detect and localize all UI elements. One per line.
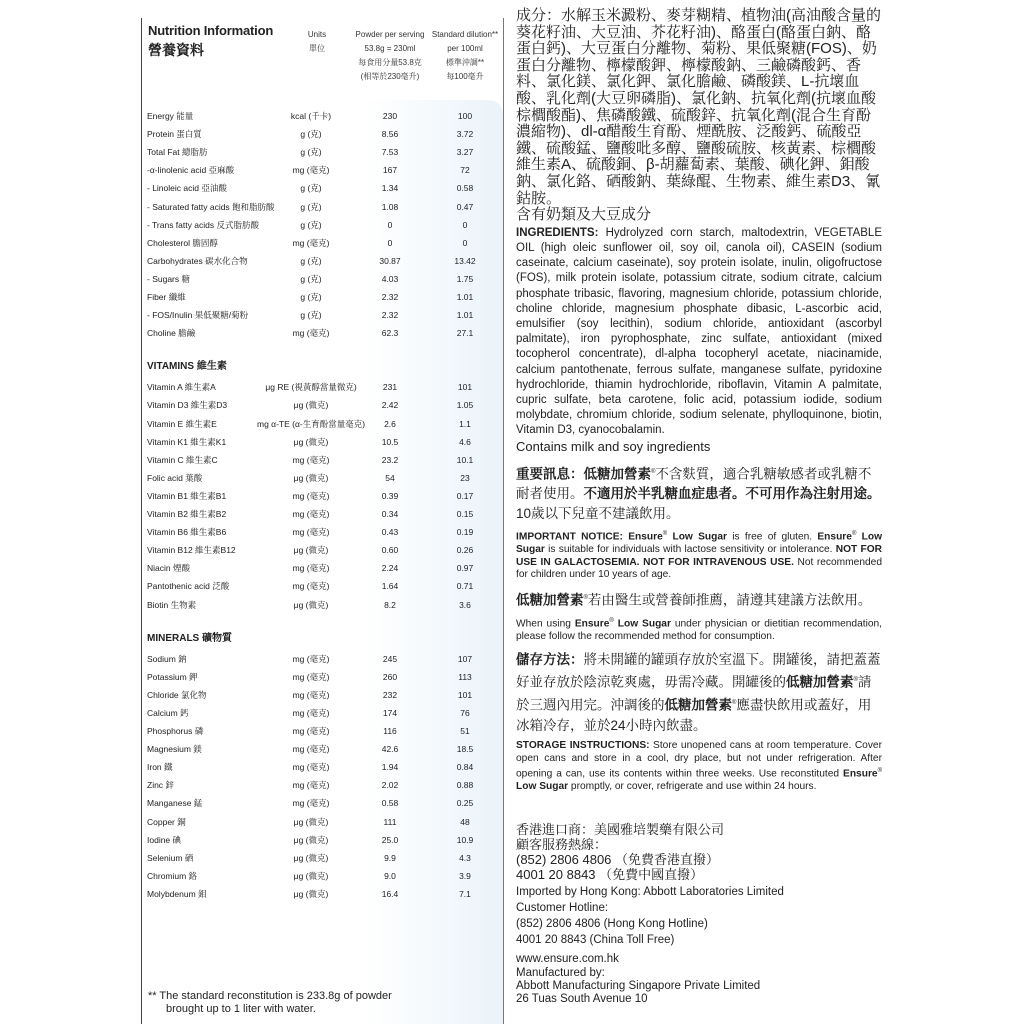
nutrient-standard-value: 23 — [460, 472, 470, 483]
nutrient-serving-value: 23.2 — [381, 454, 399, 465]
nutrient-row — [142, 416, 503, 433]
nutrient-name: Vitamin B6 維生素B6 — [147, 527, 227, 538]
nutrient-serving-value: 9.9 — [384, 852, 396, 863]
nutrient-name: Calcium 鈣 — [147, 707, 189, 718]
nutrient-name: Sodium 鈉 — [147, 653, 187, 664]
nutrient-name: Molybdenum 鉬 — [147, 888, 207, 899]
nutrient-standard-value: 3.72 — [456, 129, 474, 140]
nutrient-unit: mg (毫克) — [292, 581, 330, 592]
nutrient-row — [142, 868, 503, 885]
nutrient-standard-value: 10.9 — [456, 834, 474, 845]
nutrient-standard-value: 1.75 — [456, 273, 474, 284]
nutrient-unit: mg (毫克) — [292, 780, 330, 791]
nutrient-name: Fiber 纖維 — [147, 292, 186, 302]
website-link[interactable]: www.ensure.com.hk — [516, 952, 619, 965]
nutrient-standard-value: 18.5 — [456, 744, 474, 755]
nutrient-row — [142, 506, 503, 523]
nutrient-row — [142, 723, 503, 740]
nutrient-name: - FOS/Inulin 果低聚糖/菊粉 — [147, 310, 249, 321]
nutrient-row — [142, 886, 503, 903]
nutrient-standard-value: 0.19 — [456, 527, 474, 538]
footnote: ** The standard reconstitution is 233.8g of powder brought up to 1 liter with water. — [148, 990, 392, 1015]
nutrient-name: Energy 能量 — [147, 111, 194, 121]
nutrient-name: Protein 蛋白質 — [147, 129, 202, 140]
nutrient-unit: kcal (千卡) — [290, 111, 332, 121]
standard-column-header: Standard dilution** per 100ml 標準沖調** 每100毫升 — [431, 30, 499, 81]
nutrient-name: Vitamin K1 維生素K1 — [147, 436, 227, 447]
contact-zh: 香港進口商：美國雅培製藥有限公司 顧客服務熱線： (852) 2806 4806 （免費香港直撥） 4001 20 8843 （免費中國直撥） — [516, 821, 725, 882]
nutrient-standard-value: 101 — [457, 382, 473, 393]
nutrient-unit: mg (毫克) — [292, 328, 330, 339]
nutrient-row — [142, 488, 503, 505]
section-heading: VITAMINS 維生素 — [147, 361, 227, 373]
nutrient-standard-value: 27.1 — [456, 328, 474, 339]
nutrient-standard-value: 72 — [460, 165, 470, 176]
nutrient-name: Chloride 氯化物 — [147, 689, 207, 700]
nutrient-standard-value: 1.01 — [456, 310, 474, 321]
nutrient-row — [142, 180, 503, 197]
nutrient-serving-value: 8.56 — [381, 129, 399, 140]
nutrient-unit: μg (微克) — [293, 888, 329, 899]
nutrient-name: Vitamin A 維生素A — [147, 382, 216, 393]
nutrient-unit: g (克) — [300, 310, 322, 321]
nutrient-serving-value: 9.0 — [384, 870, 396, 881]
nutrient-standard-value: 13.42 — [454, 255, 476, 266]
nutrient-row — [142, 687, 503, 704]
nutrient-serving-value: 174 — [382, 707, 398, 718]
nutrient-standard-value: 0.15 — [456, 509, 474, 519]
nutrient-name: Cholesterol 膽固醇 — [147, 237, 218, 248]
nutrient-name: Copper 銅 — [147, 816, 186, 827]
nutrient-standard-value: 0.25 — [456, 798, 474, 809]
nutrient-unit: mg (毫克) — [292, 689, 330, 700]
nutrient-standard-value: 1.1 — [459, 418, 471, 429]
nutrient-name: Selenium 硒 — [147, 852, 194, 863]
nutrient-unit: μg (微克) — [293, 852, 329, 863]
nutrient-standard-value: 1.01 — [456, 292, 474, 302]
nutrient-standard-value: 51 — [460, 726, 470, 736]
nutrient-name: Pantothenic acid 泛酸 — [147, 581, 230, 592]
nutrient-unit: mg (毫克) — [292, 563, 330, 574]
nutrient-unit: μg (微克) — [293, 834, 329, 845]
nutrient-name: - Sugars 糖 — [147, 273, 190, 284]
nutrient-serving-value: 167 — [382, 165, 398, 176]
nutrient-unit: mg (毫克) — [292, 237, 330, 248]
storage-zh: 儲存方法：將未開罐的罐頭存放於室溫下。開罐後，請把蓋蓋好並存放於陰涼乾爽處，毋需冷藏。開罐後的低糖加營素®請於三週內用完。沖調後的低糖加營素®應盡快飲用或蓋好，用冰箱冷存，並於24小時內飲盡。 — [516, 652, 881, 734]
nutrient-serving-value: 2.32 — [381, 310, 399, 321]
nutrient-row — [142, 850, 503, 867]
nutrient-row — [142, 397, 503, 414]
nutrient-standard-value: 1.05 — [456, 400, 474, 411]
nutrient-serving-value: 1.08 — [381, 201, 399, 212]
nutrient-serving-value: 0.43 — [381, 527, 399, 538]
nutrient-standard-value: 0 — [462, 237, 468, 248]
nutrient-row — [142, 705, 503, 722]
nutrient-unit: g (克) — [300, 273, 322, 284]
nutrient-row — [142, 162, 503, 179]
nutrient-row — [142, 795, 503, 812]
nutrient-row — [142, 126, 503, 143]
nutrient-name: Folic acid 葉酸 — [147, 472, 203, 483]
nutrient-unit: mg (毫克) — [292, 509, 330, 519]
nutrient-unit: g (克) — [300, 219, 322, 230]
nutrient-row — [142, 217, 503, 234]
nutrient-unit: mg (毫克) — [292, 707, 330, 718]
nutrient-serving-value: 245 — [382, 653, 398, 664]
nutrition-panel — [141, 18, 504, 1024]
nutrient-row — [142, 741, 503, 758]
nutrient-standard-value: 4.6 — [459, 436, 471, 447]
nutrient-serving-value: 111 — [383, 816, 397, 827]
nutrient-name: - Linoleic acid 亞油酸 — [147, 183, 227, 194]
nutrient-name: - Trans fatty acids 反式脂肪酸 — [147, 219, 259, 230]
nutrient-unit: g (克) — [300, 147, 322, 158]
nutrient-serving-value: 16.4 — [381, 888, 399, 899]
nutrient-standard-value: 0.58 — [456, 183, 474, 194]
nutrient-standard-value: 0.47 — [456, 201, 474, 212]
nutrient-row — [142, 253, 503, 270]
nutrient-name: Biotin 生物素 — [147, 599, 197, 610]
nutrient-name: Niacin 煙酸 — [147, 563, 190, 574]
nutrient-serving-value: 116 — [383, 726, 397, 736]
nutrient-serving-value: 62.3 — [381, 328, 399, 339]
nutrient-row — [142, 271, 503, 288]
nutrient-serving-value: 25.0 — [381, 834, 399, 845]
nutrient-serving-value: 0 — [387, 219, 393, 230]
nutrition-header — [142, 18, 503, 100]
nutrient-name: Phosphorus 磷 — [147, 726, 204, 736]
nutrient-standard-value: 0.17 — [456, 490, 474, 501]
nutrient-standard-value: 0.84 — [456, 762, 474, 773]
notice-en: IMPORTANT NOTICE: Ensure® Low Sugar is free of gluten. Ensure® Low Sugar is suitable for individuals with lactose sensitivity or intolerance. NOT FOR USE IN GALACTOSEMIA. NOT FOR INTRAVENOUS USE. Not recommended for children under 10 years of age. — [516, 531, 883, 581]
nutrient-serving-value: 232 — [382, 689, 398, 700]
nutrient-row — [142, 542, 503, 559]
ingredients-zh: 成分：水解玉米澱粉、麥芽糊精、植物油(高油酸含量的葵花籽油、大豆油、芥花籽油)、酪蛋白(酪蛋白鈉、酪蛋白鈣)、大豆蛋白分離物、菊粉、果低聚糖(FOS)、奶蛋白分離物、檸檬酸鉀、檸檬酸鈉、三鹼磷酸鈣、香料、氯化鎂、氯化鉀、氯化膽鹼、磷酸鎂、L-抗壞血酸、乳化劑(大豆卵磷脂)、氯化鈉、抗氧化劑(抗壞血酸棕櫚酸酯)、焦磷酸鐵、硫酸鋅、抗氧化劑(混合生育酚濃縮物)、dl-α醋酸生育酚、煙酰胺、泛酸鈣、硫酸亞鐵、硫酸錳、鹽酸吡多醇、鹽酸硫胺、核黃素、棕櫚酸維生素A、硫酸銅、β-胡蘿蔔素、葉酸、碘化鉀、鉬酸鈉、氯化鉻、硒酸鈉、葉綠醌、生物素、維生素D3、氰鈷胺。 含有奶類及大豆成分 — [516, 7, 881, 224]
nutrient-serving-value: 0.58 — [381, 798, 399, 809]
nutrient-row — [142, 651, 503, 668]
nutrient-serving-value: 0.34 — [381, 509, 399, 519]
nutrient-unit: mg (毫克) — [292, 744, 330, 755]
nutrient-row — [142, 777, 503, 794]
nutrient-name: Iron 鐵 — [147, 762, 173, 773]
nutrient-name: Carbohydrates 碳水化合物 — [147, 255, 248, 266]
section-heading: MINERALS 礦物質 — [147, 632, 232, 644]
label-text-column — [516, 8, 882, 1006]
nutrient-standard-value: 0.88 — [456, 780, 474, 791]
nutrient-row — [142, 669, 503, 686]
nutrient-serving-value: 10.5 — [381, 436, 399, 447]
nutrient-row — [142, 199, 503, 216]
nutrient-name: Vitamin B12 維生素B12 — [147, 545, 236, 556]
nutrient-serving-value: 2.24 — [381, 563, 399, 574]
nutrient-row — [142, 144, 503, 161]
nutrient-unit: μg (微克) — [293, 870, 329, 881]
nutrient-name: - Saturated fatty acids 飽和脂肪酸 — [147, 201, 275, 212]
nutrient-serving-value: 230 — [382, 111, 398, 121]
nutrient-row — [142, 289, 503, 306]
nutrient-unit: g (克) — [300, 255, 322, 266]
nutrient-unit: mg (毫克) — [292, 527, 330, 538]
contact-en: Imported by Hong Kong: Abbott Laboratories Limited Customer Hotline: (852) 2806 4806 (Hong Kong Hotline) 4001 20 8843 (China Toll Free) www.ensure.com.hk Manufactured by: Abbott Manufacturing Singapore Private Limited 26 Tuas South Avenue 10 — [516, 884, 882, 1006]
nutrient-name: Total Fat 總脂肪 — [147, 147, 208, 158]
nutrient-name: -α-linolenic acid 亞麻酸 — [147, 165, 235, 176]
nutrient-unit: μg (微克) — [293, 599, 329, 610]
nutrient-unit: mg (毫克) — [292, 653, 330, 664]
ingredients-en: INGREDIENTS: Hydrolyzed corn starch, maltodextrin, VEGETABLE OIL (high oleic sunflower oil, soy oil, canola oil), CASEIN (sodium caseinate, calcium caseinate), soy protein isolate, inulin, oligofructose (FOS), milk protein isolate, potassium citrate, sodium citrate, calcium phosphate tribasic, flavoring, magnesium chloride, potassium chloride, choline chloride, magnesium phosphate dibasic, L-ascorbic acid, emulsifier (soy lecithin), sodium chloride, antioxidant (ascorbyl palmitate), iron pyrophosphate, zinc sulfate, antioxidant (mixed tocopherol concentrate), dl-alpha tocopheryl acetate, niacinamide, calcium pantothenate, ferrous sulfate, manganese sulfate, pyridoxine hydrochloride, thiamin hydrochloride, riboflavin, Vitamin A palmitate, cupric sulfate, beta carotene, folic acid, potassium iodide, sodium molybdate, chromium chloride, sodium selenate, phylloquinone, biotin, Vitamin D3, cyanocobalamin. Contains milk and soy ingredients — [516, 226, 882, 454]
nutrient-row — [142, 379, 503, 396]
nutrient-name: Potassium 鉀 — [147, 671, 198, 682]
nutrient-unit: μg (微克) — [293, 472, 329, 483]
nutrient-name: Iodine 碘 — [147, 834, 182, 845]
serving-column-header: Powder per serving 53.8g = 230ml 每食用分量53.8克 (相等於230毫升) — [355, 30, 425, 81]
nutrient-unit: mg (毫克) — [292, 490, 330, 501]
nutrient-unit: μg RE (視黃醇當量微克) — [265, 382, 357, 393]
nutrient-standard-value: 48 — [460, 816, 470, 827]
nutrient-row — [142, 307, 503, 324]
nutrient-row — [142, 108, 503, 125]
nutrient-serving-value: 30.87 — [379, 255, 401, 266]
nutrient-name: Vitamin E 維生素E — [147, 418, 217, 429]
notice-zh: 重要訊息：低糖加營素®不含麩質，適合乳糖敏感者或乳糖不耐者使用。不適用於半乳糖血症患者。不可用作為注射用途。 10歲以下兒童不建議飲用。 — [516, 466, 881, 522]
nutrient-serving-value: 42.6 — [381, 744, 399, 755]
nutrient-row — [142, 759, 503, 776]
nutrient-standard-value: 4.3 — [459, 852, 471, 863]
nutrient-row — [142, 325, 503, 342]
units-column-header: Units 單位 — [307, 30, 327, 53]
nutrient-row — [142, 578, 503, 595]
nutrient-row — [142, 832, 503, 849]
nutrient-unit: mg (毫克) — [292, 762, 330, 773]
nutrient-name: Zinc 鋅 — [147, 780, 174, 791]
nutrient-standard-value: 3.6 — [459, 599, 471, 610]
nutrient-standard-value: 0.71 — [456, 581, 474, 592]
nutrient-serving-value: 4.03 — [381, 273, 399, 284]
nutrient-unit: mg (毫克) — [292, 726, 330, 736]
nutrient-serving-value: 0 — [387, 237, 393, 248]
nutrient-serving-value: 231 — [382, 382, 398, 393]
nutrient-standard-value: 3.9 — [459, 870, 471, 881]
nutrient-standard-value: 113 — [458, 671, 472, 682]
nutrient-unit: mg (毫克) — [292, 165, 330, 176]
nutrient-standard-value: 3.27 — [456, 147, 474, 158]
nutrient-unit: mg (毫克) — [292, 671, 330, 682]
nutrient-serving-value: 8.2 — [384, 599, 396, 610]
nutrient-row — [142, 597, 503, 614]
nutrient-serving-value: 0.60 — [381, 545, 399, 556]
nutrient-name: Vitamin D3 維生素D3 — [147, 400, 228, 411]
nutrient-name: Choline 膽鹼 — [147, 328, 196, 339]
nutrient-standard-value: 0.26 — [456, 545, 474, 556]
nutrient-serving-value: 0.39 — [381, 490, 399, 501]
nutrient-name: Vitamin B2 維生素B2 — [147, 509, 227, 519]
nutrient-name: Manganese 錳 — [147, 798, 203, 809]
nutrient-standard-value: 101 — [457, 689, 473, 700]
nutrient-serving-value: 2.42 — [381, 400, 399, 411]
nutrient-unit: μg (微克) — [293, 816, 329, 827]
nutrient-unit: μg (微克) — [293, 436, 329, 447]
nutrient-row — [142, 434, 503, 451]
nutrient-standard-value: 107 — [457, 653, 473, 664]
nutrient-serving-value: 1.64 — [381, 581, 399, 592]
nutrient-serving-value: 7.53 — [381, 147, 399, 158]
nutrient-standard-value: 0 — [462, 219, 468, 230]
nutrient-name: Vitamin C 維生素C — [147, 454, 218, 465]
nutrient-standard-value: 100 — [457, 111, 473, 121]
advice-en: When using Ensure® Low Sugar under physician or dietitian recommendation, please follow the recommended method for consumption. — [516, 617, 882, 642]
nutrient-row — [142, 470, 503, 487]
nutrient-serving-value: 260 — [382, 671, 398, 682]
nutrient-row — [142, 560, 503, 577]
nutrient-unit: mg (毫克) — [292, 798, 330, 809]
storage-en: STORAGE INSTRUCTIONS: Store unopened cans at room temperature. Cover open cans and store in a cool, dry place, but not under refrigeration. After opening a can, use its contents within three weeks. Use reconstituted Ensure® Low Sugar promptly, or cover, refrigerate and use within 24 hours. — [516, 740, 882, 793]
nutrient-unit: μg (微克) — [293, 400, 329, 411]
nutrient-unit: g (克) — [300, 201, 322, 212]
nutrient-serving-value: 1.94 — [381, 762, 399, 773]
nutrient-unit: g (克) — [300, 292, 322, 302]
nutrition-title-en: Nutrition Information — [148, 23, 274, 38]
advice-zh: 低糖加營素®若由醫生或營養師推薦，請遵其建議方法飲用。 — [516, 592, 872, 608]
nutrient-unit: μg (微克) — [293, 545, 329, 556]
nutrient-serving-value: 1.34 — [381, 183, 399, 194]
nutrient-standard-value: 76 — [460, 707, 470, 718]
nutrient-standard-value: 10.1 — [456, 454, 474, 465]
nutrient-unit: g (克) — [300, 129, 322, 140]
nutrient-standard-value: 7.1 — [459, 888, 471, 899]
nutrient-unit: g (克) — [300, 183, 322, 194]
nutrient-serving-value: 2.32 — [381, 292, 399, 302]
nutrient-row — [142, 452, 503, 469]
nutrient-unit: mg (毫克) — [292, 454, 330, 465]
nutrient-row — [142, 814, 503, 831]
nutrient-unit: mg α-TE (α-生育酚當量毫克) — [257, 418, 366, 429]
nutrient-row — [142, 524, 503, 541]
nutrient-standard-value: 0.97 — [456, 563, 474, 574]
nutrient-row — [142, 235, 503, 252]
nutrient-serving-value: 2.6 — [384, 418, 396, 429]
nutrient-name: Vitamin B1 維生素B1 — [147, 490, 227, 501]
nutrition-title-zh: 營養資料 — [148, 42, 204, 58]
nutrient-serving-value: 2.02 — [381, 780, 399, 791]
nutrient-name: Chromium 鉻 — [147, 870, 198, 881]
nutrient-serving-value: 54 — [385, 472, 395, 483]
nutrient-name: Magnesium 鎂 — [147, 744, 202, 755]
